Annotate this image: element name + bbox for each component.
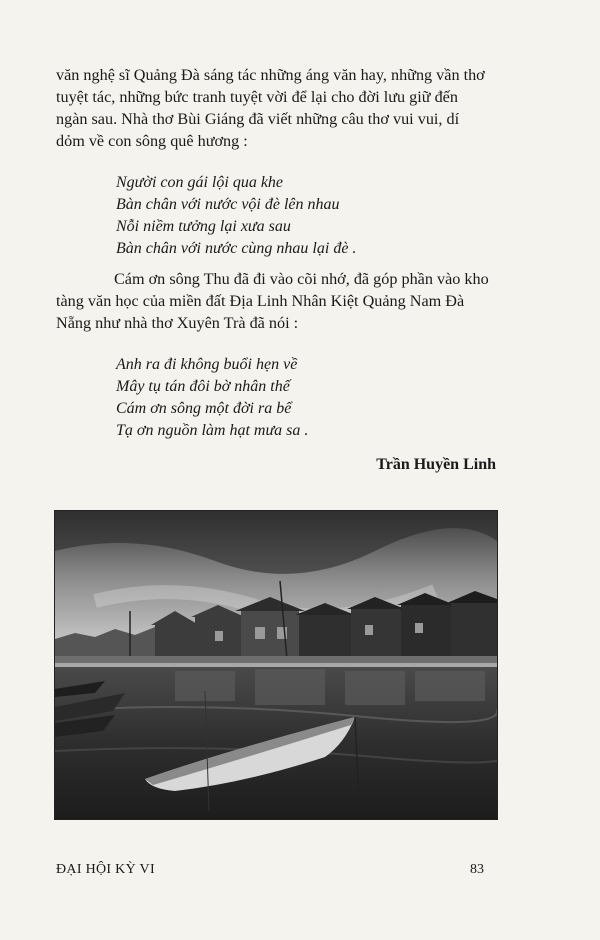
poem-2-line: Tạ ơn nguồn làm hạt mưa sa .: [116, 422, 309, 439]
paragraph-2: [56, 268, 496, 334]
poem-2-line: Cám ơn sông một đời ra bể: [116, 400, 292, 417]
paragraph-2-line: Nẵng như nhà thơ Xuyên Trà đã nói :: [56, 314, 299, 332]
page-number: 83: [470, 862, 484, 877]
paragraph-1-line: dỏm về con sông quê hương :: [56, 132, 248, 150]
paragraph-1-line: tuyệt tác, những bức tranh tuyệt vời để lại cho đời lưu giữ đến: [56, 88, 458, 106]
paragraph-1: [56, 64, 496, 152]
poem-1-line: Nỗi niềm tưởng lại xưa sau: [116, 218, 291, 235]
poem-1-line: Bàn chân với nước vội đè lên nhau: [116, 196, 340, 213]
poem-2: [116, 354, 476, 442]
poem-1-line: Người con gái lội qua khe: [116, 174, 284, 191]
paragraph-1-line: ngàn sau. Nhà thơ Bùi Giáng đã viết những câu thơ vui vui, dí: [56, 110, 460, 128]
poem-2-line: Anh ra đi không buổi hẹn về: [116, 356, 298, 373]
river-photo: [54, 510, 498, 820]
footer-publication: ĐẠI HỘI KỲ VI: [56, 862, 155, 877]
paragraph-1-line: văn nghệ sĩ Quảng Đà sáng tác những áng văn hay, những vần thơ: [56, 66, 485, 84]
poem-1: [116, 172, 476, 260]
paragraph-2-line: Cám ơn sông Thu đã đi vào cõi nhớ, đã góp phần vào kho: [114, 270, 489, 288]
author-signature: Trần Huyền Linh: [376, 456, 496, 473]
poem-1-line: Bàn chân với nước cùng nhau lại đè .: [116, 240, 357, 257]
paragraph-2-line: tàng văn học của miền đất Địa Linh Nhân Kiệt Quảng Nam Đà: [56, 292, 465, 310]
poem-2-line: Mây tụ tán đôi bờ nhân thế: [116, 378, 290, 395]
